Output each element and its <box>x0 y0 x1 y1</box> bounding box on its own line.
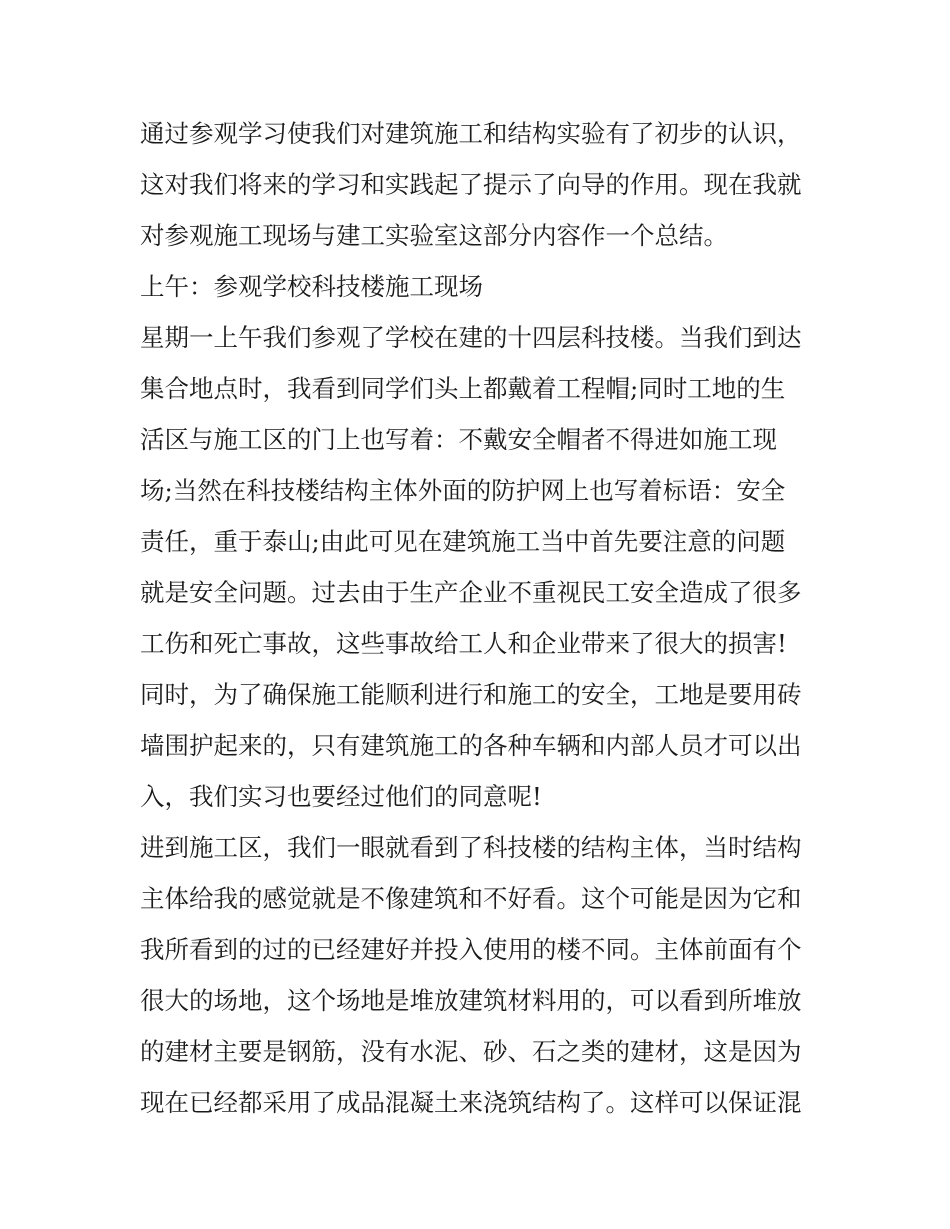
body-text <box>140 108 820 1128</box>
text-line: 我所看到的过的已经建好并投入使用的楼不同。主体前面有个 <box>140 935 802 964</box>
section-heading: 上午：参观学校科技楼施工现场 <box>140 272 483 301</box>
text-line: 墙围护起来的，只有建筑施工的各种车辆和内部人员才可以出 <box>140 731 802 760</box>
text-line: 进到施工区，我们一眼就看到了科技楼的结构主体，当时结构 <box>140 833 802 862</box>
text-line: 对参观施工现场与建工实验室这部分内容作一个总结。 <box>140 221 728 250</box>
text-line: 场;当然在科技楼结构主体外面的防护网上也写着标语：安全 <box>140 476 786 505</box>
text-line: 集合地点时，我看到同学们头上都戴着工程帽;同时工地的生 <box>140 374 786 403</box>
text-line: 通过参观学习使我们对建筑施工和结构实验有了初步的认识， <box>140 119 802 148</box>
text-line: 活区与施工区的门上也写着：不戴安全帽者不得进如施工现 <box>140 425 777 454</box>
text-line: 星期一上午我们参观了学校在建的十四层科技楼。当我们到达 <box>140 323 802 352</box>
text-line: 主体给我的感觉就是不像建筑和不好看。这个可能是因为它和 <box>140 884 802 913</box>
text-line: 很大的场地，这个场地是堆放建筑材料用的，可以看到所堆放 <box>140 986 802 1015</box>
text-line: 这对我们将来的学习和实践起了提示了向导的作用。现在我就 <box>140 170 802 199</box>
text-line: 就是安全问题。过去由于生产企业不重视民工安全造成了很多 <box>140 578 802 607</box>
text-line: 工伤和死亡事故，这些事故给工人和企业带来了很大的损害! <box>140 629 787 658</box>
text-line: 同时，为了确保施工能顺利进行和施工的安全，工地是要用砖 <box>140 680 802 709</box>
text-line: 的建材主要是钢筋，没有水泥、砂、石之类的建材，这是因为 <box>140 1037 802 1066</box>
text-line: 现在已经都采用了成品混凝土来浇筑结构了。这样可以保证混 <box>140 1088 802 1117</box>
text-line: 入，我们实习也要经过他们的同意呢! <box>140 782 542 811</box>
text-line: 责任，重于泰山;由此可见在建筑施工当中首先要注意的问题 <box>140 527 786 556</box>
